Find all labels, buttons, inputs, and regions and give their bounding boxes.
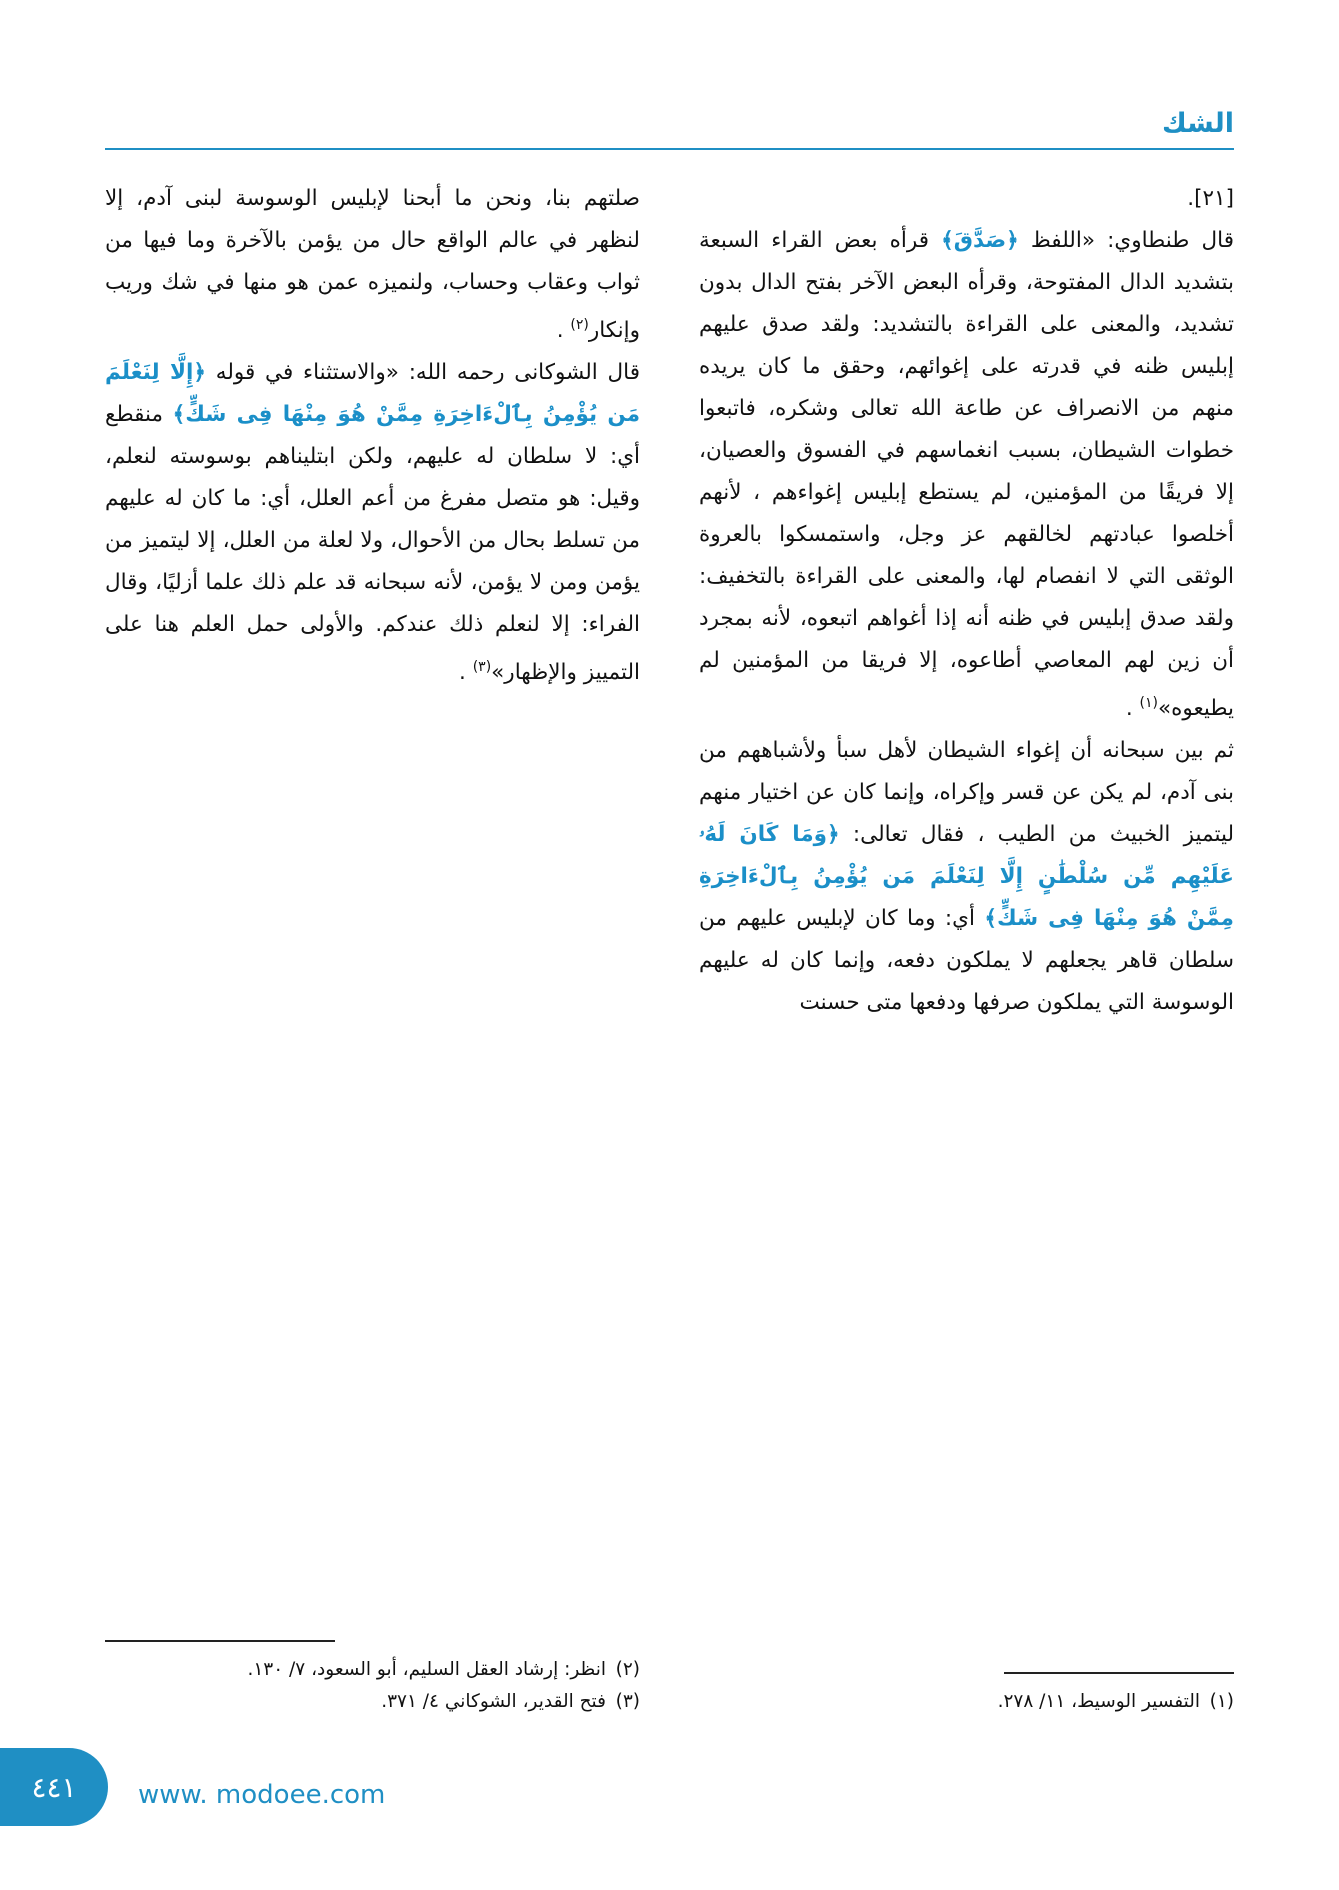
- quran-inline-quote: ﴿صَدَّقَ﴾: [941, 228, 1019, 253]
- text-column-left: [105, 178, 640, 694]
- footnote-text: انظر: إرشاد العقل السليم، أبو السعود، ٧/ ١٣٠.: [247, 1659, 606, 1680]
- footnote-marker: (١): [1139, 695, 1158, 711]
- paragraph-text-post: منقطع أي: لا سلطان له عليهم، ولكن ابتليناهم بوسوسته لنعلم، وقيل: هو متصل مفرغ من أعم العلل، أي: ما كان له عليهم من تسلط بحال من الأحوال، ولا لعلة من العلل، إلا ليتميز من يؤمن ومن لا يؤمن، لأنه سبحانه قد علم ذلك علما أزليًا، وقال الفراء: إلا لنعلم ذلك عندكم. والأولى حمل العلم هنا على التمييز والإظهار»: [105, 402, 640, 686]
- footnote-item: [699, 1686, 1234, 1718]
- page-title: الشك: [1161, 108, 1234, 139]
- footnote-number: (٣): [615, 1691, 640, 1712]
- header-divider: [105, 148, 1234, 150]
- paragraph-text-tail: .: [556, 318, 571, 344]
- paragraph-explanation: [699, 730, 1234, 1024]
- footnote-marker: (٣): [472, 659, 492, 676]
- footnote-item: [105, 1654, 640, 1686]
- paragraph-text-post: قرأه بعض القراء السبعة بتشديد الدال المفتوحة، وقرأه البعض الآخر بفتح الدال بدون تشديد، والمعنى على القراءة بالتشديد: ولقد صدق عليهم إبليس ظنه في قدرته على إغوائهم، وحقق ما كان يريده منهم من الانصراف عن طاعة الله تعالى وشكره، فاتبعوا خطوات الشيطان، بسبب انغماسهم في الفسوق والعصيان، إلا فريقًا من المؤمنين، لم يستطع إبليس إغواءهم ، لأنهم أخلصوا عبادتهم لخالقهم عز وجل، واستمسكوا بالعروة الوثقى التي لا انفصام لها، والمعنى على القراءة بالتخفيف: ولقد صدق إبليس في ظنه أنه إذا أغواهم اتبعوه، لأنه بمجرد أن زين لهم المعاصي أطاعوه، إلا فريقا من المؤمنين لم يطيعوه»: [699, 228, 1234, 722]
- paragraph-continuation: [105, 178, 640, 352]
- footnotes-left: [105, 1654, 640, 1718]
- footnote-number: (١): [1209, 1691, 1234, 1712]
- body-columns: [105, 178, 1234, 1558]
- footnotes-area: [105, 1588, 1234, 1718]
- footnote-item: [105, 1686, 640, 1718]
- footnote-text: فتح القدير، الشوكاني ٤/ ٣٧١.: [381, 1691, 606, 1712]
- paragraph-text-tail: .: [459, 660, 473, 686]
- footnote-divider: [1004, 1672, 1234, 1674]
- paragraph-text-pre: صلتهم بنا، ونحن ما أبحنا لإبليس الوسوسة لبنى آدم، إلا لنظهر في عالم الواقع حال من يؤمن بالآخرة وما فيها من ثواب وعقاب وحساب، ولنميزه عمن هو منها في شك وريب وإنكار: [105, 186, 640, 344]
- paragraph-text-pre: ثم بين سبحانه أن إغواء الشيطان لأهل سبأ ولأشباههم من بنى آدم، لم يكن عن قسر وإكراه، وإنما كان عن اختيار منهم ليتميز الخبيث من الطيب ، فقال تعالى:: [699, 738, 1234, 848]
- paragraph-text-pre: قال طنطاوي: «اللفظ: [1018, 228, 1234, 253]
- footnote-divider: [105, 1640, 335, 1642]
- quran-inline-quote: ﴿وَمَا كَانَ لَهُۥ عَلَيْهِم مِّن سُلْطَٰنٍ إِلَّا لِنَعْلَمَ مَن يُؤْمِنُ بِٱلْءَاخِرَةِ مِمَّنْ هُوَ مِنْهَا فِى شَكٍّ﴾: [699, 822, 1234, 932]
- paragraph-text-post: أي: وما كان لإبليس عليهم من سلطان قاهر يجعلهم لا يملكون دفعه، وإنما كان له عليهم الوسوسة التي يملكون صرفها ودفعها متى حسنت: [699, 906, 1234, 1016]
- paragraph-text-tail: .: [1125, 696, 1140, 722]
- paragraph-tantawi-quote: [699, 220, 1234, 730]
- paragraph-text-pre: قال الشوكانى رحمه الله: «والاستثناء في قوله: [206, 360, 640, 386]
- paragraph-verse-ref: [٢١].: [1187, 186, 1234, 211]
- footnote-marker: (٢): [570, 317, 589, 333]
- footnote-number: (٢): [615, 1659, 640, 1680]
- site-url-link[interactable]: www. modoee.com: [138, 1780, 386, 1810]
- footnotes-right: [699, 1686, 1234, 1718]
- text-column-right: [699, 178, 1234, 1024]
- page-header: [105, 108, 1234, 154]
- page-number-badge: ٤٤١: [0, 1748, 108, 1826]
- page-footer: [0, 1748, 1339, 1826]
- quran-inline-quote: ﴿إِلَّا لِنَعْلَمَ مَن يُؤْمِنُ بِٱلْءَاخِرَةِ مِمَّنْ هُوَ مِنْهَا فِى شَكٍّ﴾: [105, 360, 641, 428]
- footnote-text: التفسير الوسيط، ١١/ ٢٧٨.: [997, 1691, 1200, 1712]
- paragraph-shawkani-quote: [105, 352, 640, 694]
